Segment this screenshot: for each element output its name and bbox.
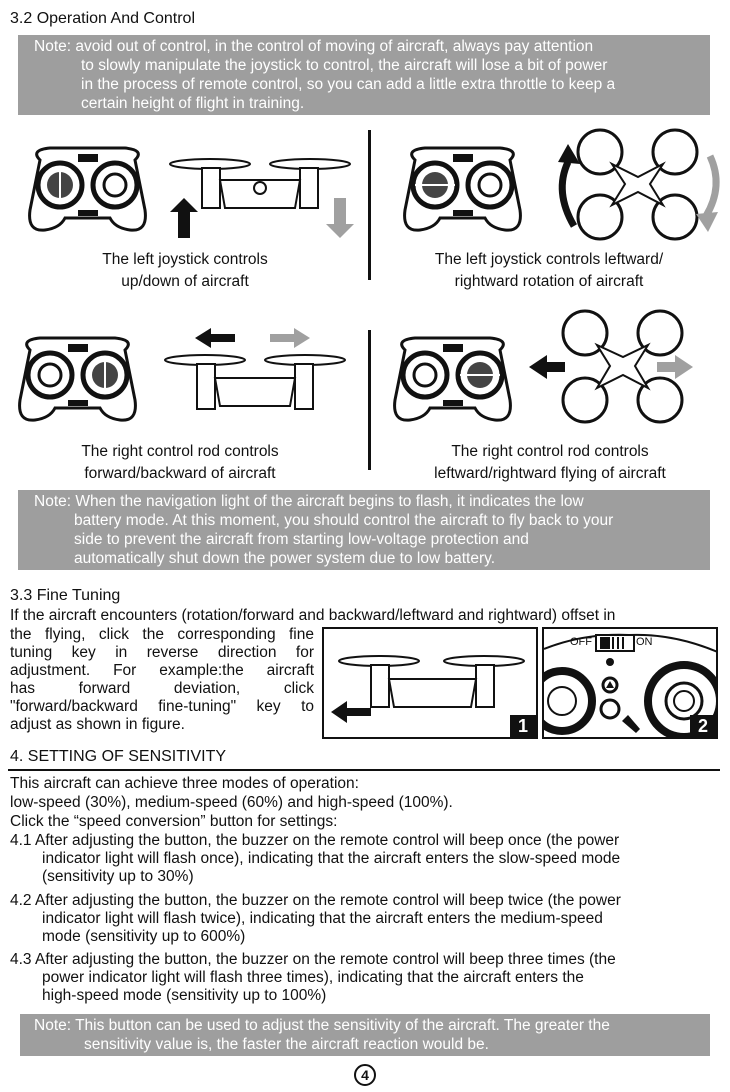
remote-control-figure [385, 330, 520, 430]
text-line: the flying, click the corresponding fine [10, 626, 314, 643]
remote-control-figure [395, 140, 530, 240]
panel-badge: 1 [510, 715, 536, 737]
note-line: side to prevent the aircraft from starting low-voltage protection and [74, 531, 529, 548]
section-3-3-title: 3.3 Fine Tuning [10, 587, 121, 604]
note-line: sensitivity value is, the faster the aircraft reaction would be. [84, 1036, 489, 1053]
note-line: battery mode. At this moment, you should control the aircraft to fly back to your [74, 512, 614, 529]
divider [368, 130, 371, 280]
note-line: Note: This button can be used to adjust the sensitivity of the aircraft. The greater the [34, 1017, 610, 1034]
sens-item-4-2 [10, 892, 621, 946]
caption-line: leftward/rightward flying of aircraft [434, 465, 666, 482]
figure-panel-1 [322, 627, 538, 739]
section-rule [8, 769, 720, 771]
text-line: indicator light will flash twice), indicating that the aircraft enters the medium-speed [42, 910, 603, 927]
drone-side-view [329, 647, 534, 732]
text-line: indicator light will flash once), indicating that the aircraft enters the slow-speed mode [42, 850, 621, 867]
note-line: to slowly manipulate the joystick to control, the aircraft will lose a bit of power [81, 57, 608, 74]
figure-caption [40, 249, 330, 293]
caption-line: The left joystick controls [102, 251, 268, 268]
note-line: Note: avoid out of control, in the control of moving of aircraft, always pay attention [34, 38, 594, 55]
note-box-battery [18, 490, 710, 570]
drone-side-view [155, 328, 355, 418]
text-line: 4.3 After adjusting the button, the buzzer on the remote control will beep three times (the [10, 951, 616, 968]
sens-paragraph: low-speed (30%), medium-speed (60%) and high-speed (100%). [10, 794, 453, 811]
section-3-2-title: 3.2 Operation And Control [10, 10, 196, 27]
caption-line: The right control rod controls [451, 443, 649, 460]
figure-caption [30, 441, 330, 485]
sens-item-4-1 [10, 832, 620, 886]
note-line: in the process of remote control, so you can add a little extra throttle to keep a [81, 76, 616, 93]
figure-caption [390, 249, 708, 293]
section-4-title: 4. SETTING OF SENSITIVITY [10, 748, 227, 765]
sens-item-4-3 [10, 951, 616, 1005]
text-line: power indicator light will flash three times), indicating that the aircraft enters the [42, 969, 584, 986]
remote-control-figure [10, 330, 145, 430]
drone-top-view [550, 122, 725, 247]
note-line: certain height of flight in training. [81, 95, 305, 112]
sens-paragraph: Click the “speed conversion” button for settings: [10, 813, 338, 830]
note-line: Note: When the navigation light of the aircraft begins to flash, it indicates the low [34, 493, 584, 510]
note-line: automatically shut down the power system due to low battery. [74, 550, 496, 567]
text-line: adjust as shown in figure. [10, 716, 185, 733]
sens-paragraph: This aircraft can achieve three modes of operation: [10, 775, 359, 792]
text-line: has forward deviation, click [10, 680, 314, 697]
fine-tuning-intro: If the aircraft encounters (rotation/forward and backward/leftward and rightward) offset in [10, 607, 616, 624]
fine-tuning-text [10, 626, 314, 734]
text-line: 4.1 After adjusting the button, the buzzer on the remote control will beep once (the power [10, 832, 620, 849]
switch-off-label: OFF [570, 636, 592, 648]
switch-on-label: ON [636, 636, 653, 648]
drone-top-view [525, 305, 700, 430]
text-line: adjustment. For example:the aircraft [10, 662, 314, 679]
caption-line: The right control rod controls [81, 443, 279, 460]
text-line: tuning key in reverse direction for [10, 644, 314, 661]
text-line: mode (sensitivity up to 600%) [42, 928, 246, 945]
caption-line: rightward rotation of aircraft [454, 273, 644, 290]
caption-line: forward/backward of aircraft [84, 465, 276, 482]
drone-side-view [160, 150, 355, 240]
text-line: (sensitivity up to 30%) [42, 868, 194, 885]
caption-line: The left joystick controls leftward/ [434, 251, 664, 268]
figure-panel-2 [542, 627, 718, 739]
divider [368, 330, 371, 470]
text-line: 4.2 After adjusting the button, the buzzer on the remote control will beep twice (the power [10, 892, 621, 909]
figure-caption [395, 441, 705, 485]
page-number: 4 [354, 1064, 376, 1086]
text-line: "forward/backward fine-tuning" key to [10, 698, 314, 715]
note-box-sensitivity [20, 1014, 710, 1056]
caption-line: up/down of aircraft [121, 273, 249, 290]
panel-badge: 2 [690, 715, 716, 737]
text-line: high-speed mode (sensitivity up to 100%) [42, 987, 327, 1004]
note-box-control [18, 35, 710, 115]
remote-control-figure [20, 140, 155, 240]
